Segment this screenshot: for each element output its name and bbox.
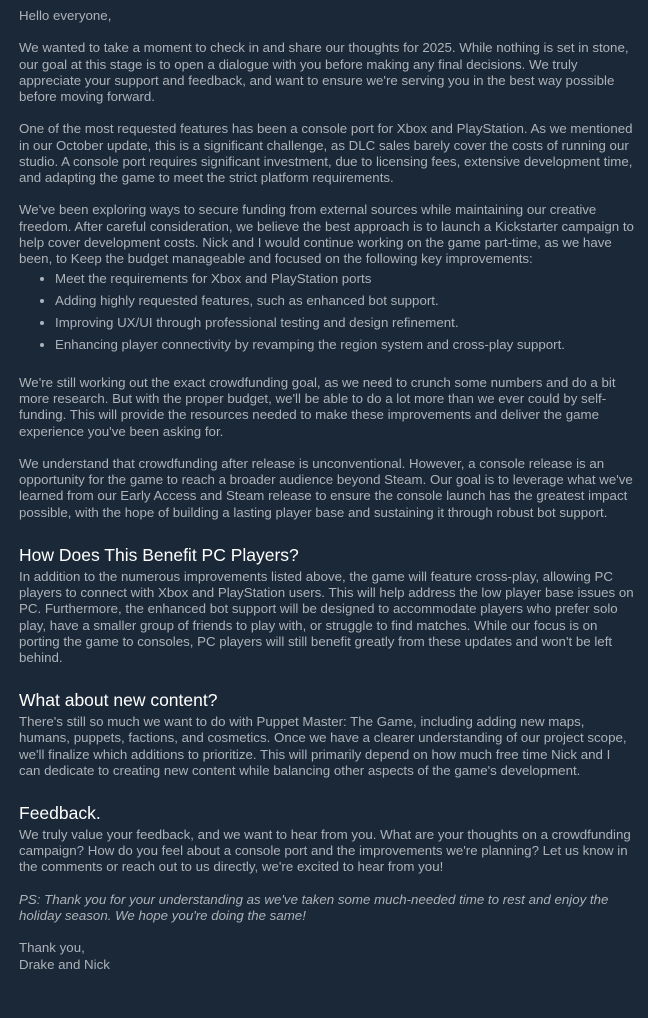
- list-item: • Improving UX/UI through professional testing and design refinement.: [55, 315, 634, 331]
- unconventional-paragraph: We understand that crowdfunding after release is unconventional. However, a console release is an opportunity for the game to reach a broader audience beyond Steam. Our goal is to leverage what we've learned from our Early Access and Steam release to ensure the console launch has the greatest impact possible, with the hope of building a lasting player base and sustaining it through robust bot support.: [19, 456, 633, 520]
- sign-off: Thank you,: [19, 940, 85, 956]
- section-body-pc-players: In addition to the numerous improvements listed above, the game will feature cross-play, allowing PC players to connect with Xbox and PlayStation users. This will help address the low player base issues on PC. Furthermore, the enhanced bot support will be designed to accommodate players who prefer solo play, have a smaller group of friends to play with, or struggle to find matches. While our focus is on porting the game to consoles, PC players will still benefit greatly from these updates and won't be left behind.: [19, 568, 634, 665]
- ps-note: PS: Thank you for your understanding as we've taken some much-needed time to rest and enjoy the holiday season. We hope you're doing the same!: [19, 891, 609, 923]
- greeting: Hello everyone,: [19, 8, 112, 23]
- list-item: • Meet the requirements for Xbox and PlayStation ports: [55, 271, 634, 287]
- section-heading-pc-players: How Does This Benefit PC Players?: [19, 544, 299, 565]
- funding-paragraph: We've been exploring ways to secure funding from external sources while maintaining our creative freedom. After careful consideration, we believe the best approach is to launch a Kickstarter campaign to help cover development costs. Nick and I would continue working on the game part-time, as we have been, to Keep the budget manageable and focused on the following key improvements:: [19, 202, 634, 266]
- intro-paragraph: We wanted to take a moment to check in and share our thoughts for 2025. While nothing is set in stone, our goal at this stage is to open a dialogue with you before making any final decisions. We truly appreciate your support and feedback, and want to ensure we're serving you in the best way possible before moving forward.: [19, 40, 629, 104]
- list-item: • Enhancing player connectivity by revamping the region system and cross-play support.: [55, 337, 634, 353]
- section-heading-feedback: Feedback.: [19, 802, 101, 823]
- section-heading-new-content: What about new content?: [19, 690, 218, 711]
- section-body-feedback: We truly value your feedback, and we want to hear from you. What are your thoughts on a crowdfunding campaign? How do you feel about a console port and the improvements we're planning? Let us know in the comments or reach out to us directly, we're excited to hear from you!: [19, 826, 631, 875]
- crowdfunding-goal-paragraph: We're still working out the exact crowdfunding goal, as we need to crunch some numbers and do a bit more research. But with the proper budget, we'll be able to do a lot more than we ever could by self-funding. This will provide the resources needed to make these improvements and deliver the game experience you've been asking for.: [19, 375, 616, 439]
- console-request-paragraph: One of the most requested features has been a console port for Xbox and PlayStation. As we mentioned in our October update, this is a significant challenge, as DLC sales barely cover the costs of running our studio. A console port requires significant investment, due to licensing fees, extensive development time, and adapting the game to meet the strict platform requirements.: [19, 121, 633, 185]
- list-item: • Adding highly requested features, such as enhanced bot support.: [55, 293, 634, 309]
- section-body-new-content: There's still so much we want to do with Puppet Master: The Game, including adding new maps, humans, puppets, factions, and cosmetics. Once we have a clearer understanding of our project scope, we'll finalize which additions to prioritize. This will primarily depend on how much free time Nick and I can dedicate to creating new content while balancing other aspects of the game's development.: [19, 714, 627, 778]
- signature: Drake and Nick: [19, 956, 110, 972]
- improvements-list: [19, 271, 634, 353]
